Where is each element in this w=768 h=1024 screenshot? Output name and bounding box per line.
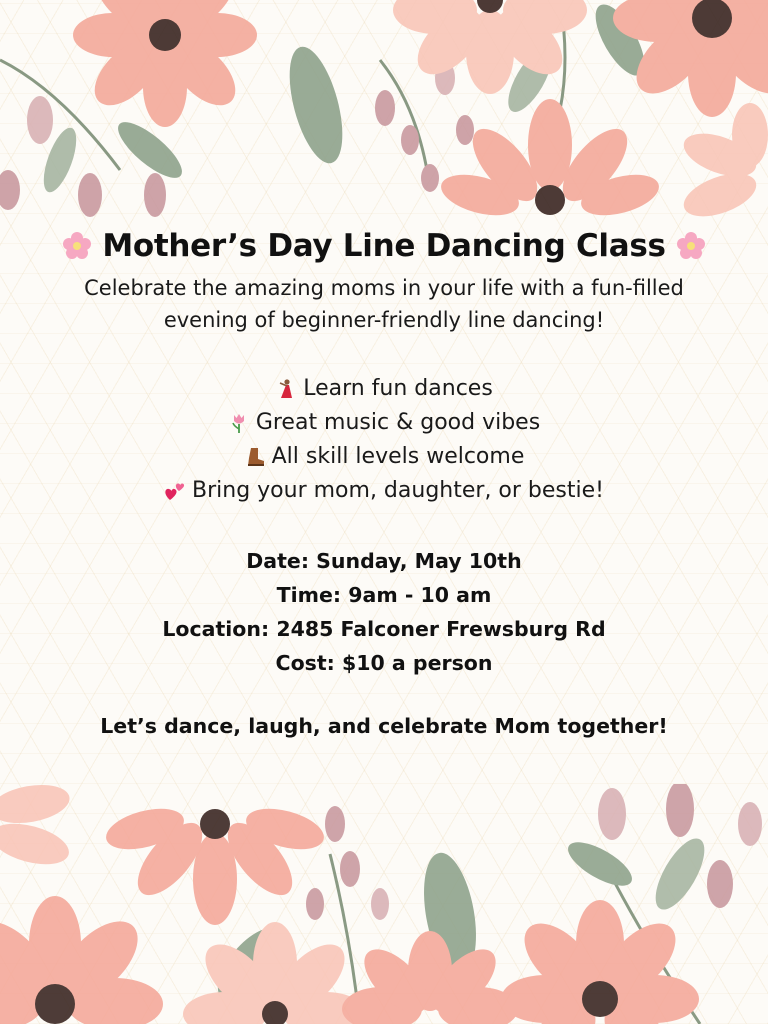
cherry-blossom-icon [676,231,706,261]
feature-list [0,372,768,508]
feature-text: All skill levels welcome [271,444,525,469]
feature-text: Learn fun dances [303,376,493,401]
cherry-blossom-icon [62,231,92,261]
feature-item [0,372,768,406]
event-time: Time: 9am - 10 am [276,583,492,607]
boot-icon [244,446,266,468]
feature-item [0,406,768,440]
top-floral-border [0,0,768,230]
event-location: Location: 2485 Falconer Frewsburg Rd [162,617,606,641]
event-cost: Cost: $10 a person [275,651,493,675]
flyer-content [0,228,768,738]
bottom-floral-border [0,784,768,1024]
page-title: Mother’s Day Line Dancing Class [102,228,666,264]
title-line [0,228,768,264]
feature-item [0,474,768,508]
intro-text [0,272,768,336]
feature-text: Great music & good vibes [255,410,541,435]
closing-message: Let’s dance, laugh, and celebrate Mom together! [100,714,668,738]
two-hearts-icon [164,480,186,502]
dancer-icon [275,378,297,400]
tulip-icon [228,412,250,434]
intro-line-2: evening of beginner-friendly line dancing! [163,308,605,332]
feature-text: Bring your mom, daughter, or bestie! [192,478,604,503]
intro-line-1: Celebrate the amazing moms in your life with a fun-filled [84,276,684,300]
feature-item [0,440,768,474]
event-date: Date: Sunday, May 10th [246,549,522,573]
event-details [0,544,768,680]
